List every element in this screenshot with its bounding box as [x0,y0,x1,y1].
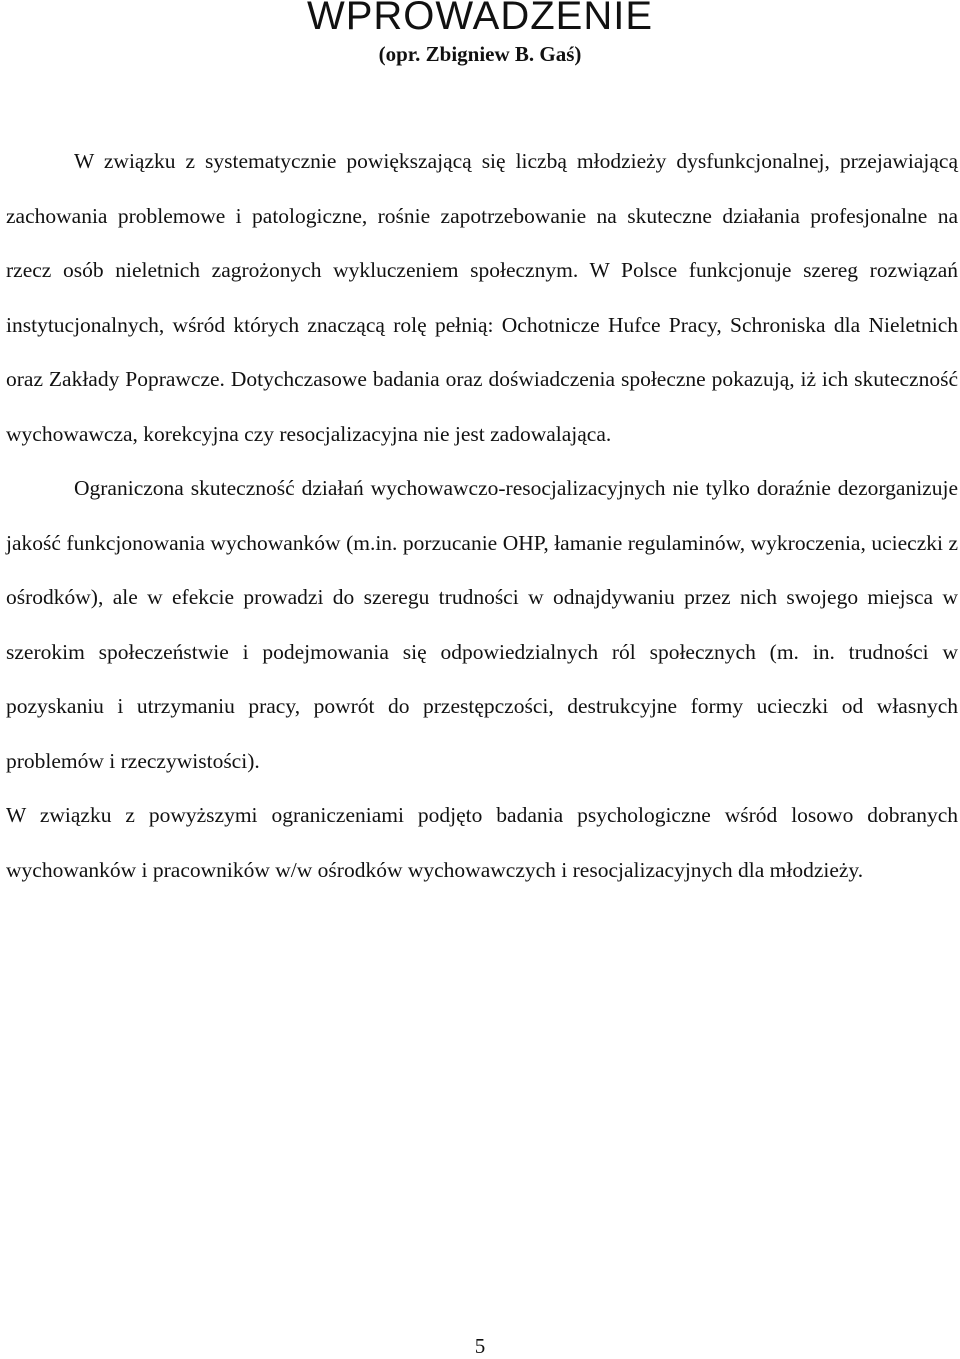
page-number: 5 [474,1334,486,1358]
paragraph-2: Ograniczona skuteczność działań wychowawczo-resocjalizacyjnych nie tylko doraźnie dezorganizuje jakość funkcjonowania wychowanków (m.in. porzucanie OHP, łamanie regulaminów, wykroczenia, ucieczki z ośrodków), ale w efekcie prowadzi do szeregu trudności w odnajdywaniu przez nich swojego miejsca w szerokim społeczeństwie i podejmowania się odpowiedzialnych ról społecznych (m. in. trudności w pozyskaniu i utrzymaniu pracy, powrót do przestępczości, destrukcyjne formy ucieczki od własnych problemów i rzeczywistości). [6,476,958,773]
document-title: WPROWADZENIE [306,0,654,38]
paragraph-3: W związku z powyższymi ograniczeniami podjęto badania psychologiczne wśród losowo dobranych wychowanków i pracowników w/w ośrodków wychowawczych i resocjalizacyjnych dla młodzieży. [6,803,958,882]
document-body [6,134,958,897]
paragraph-1: W związku z systematycznie powiększającą się liczbą młodzieży dysfunkcjonalnej, przejawiającą zachowania problemowe i patologiczne, rośnie zapotrzebowanie na skuteczne działania profesjonalne na rzecz osób nieletnich zagrożonych wykluczeniem społecznym. W Polsce funkcjonuje szereg rozwiązań instytucjonalnych, wśród których znaczącą rolę pełnią: Ochotnicze Hufce Pracy, Schroniska dla Nieletnich oraz Zakłady Poprawcze. Dotychczasowe badania oraz doświadczenia społeczne pokazują, iż ich skuteczność wychowawcza, korekcyjna czy resocjalizacyjna nie jest zadowalająca. [6,149,958,446]
document-author: (opr. Zbigniew B. Gaś) [378,42,582,66]
